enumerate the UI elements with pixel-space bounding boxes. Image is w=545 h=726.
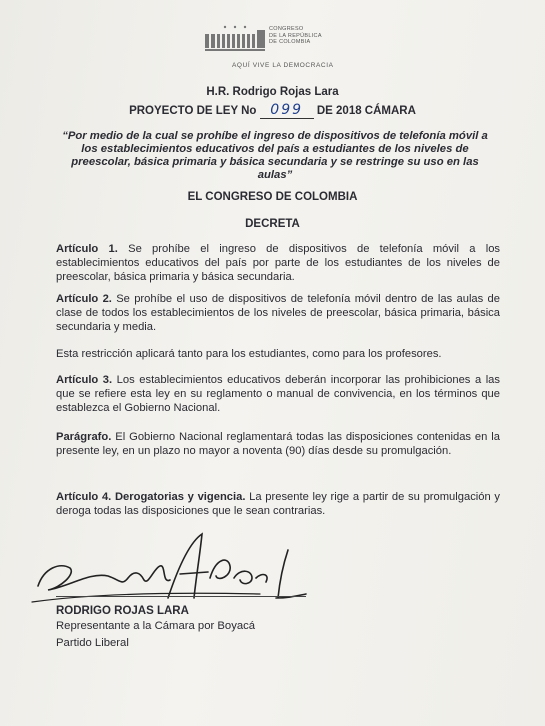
article-text: El Gobierno Nacional reglamentará todas las disposiciones contenidas en la presente ley, en un plazo no mayor a noventa (90) días desde su promulgación. [56,431,500,458]
article-label: Parágrafo. [56,431,112,443]
article-text: Esta restricción aplicará tanto para los estudiantes, como para los profesores. [56,348,442,360]
signer-party: Partido Liberal [56,637,129,649]
article-label: Artículo 4. Derogatorias y vigencia. [56,491,246,503]
bill-number: 099 [260,102,314,119]
capitol-columns-icon [205,24,267,52]
decreta-heading: DECRETA [245,218,300,230]
bill-suffix: DE 2018 CÁMARA [316,105,416,117]
paragrafo [56,430,500,458]
article-label: Artículo 2. [56,293,112,305]
article-text: Se prohíbe el uso de dispositivos de telefonía móvil dentro de las aulas de clase de todos los establecimientos de los niveles de preescolar, básica primaria, básica secundaria y media. [56,293,500,334]
author-heading: H.R. Rodrigo Rojas Lara [206,86,339,98]
article-1 [56,242,500,285]
article-label: Artículo 3. [56,374,113,386]
signer-role: Representante a la Cámara por Boyacá [56,620,256,632]
article-2 [56,292,500,335]
logo-text [269,26,339,46]
logo-tagline: AQUÍ VIVE LA DEMOCRACIA [232,62,334,69]
bill-prefix: PROYECTO DE LEY No [129,105,257,117]
logo-line: DE COLOMBIA [269,39,311,45]
bill-title: “Por medio de la cual se prohíbe el ingreso de dispositivos de telefonía móvil a los establecimientos educativos del país a estudiantes de los niveles de preescolar, básica primaria y básica secundaria y se restringe su uso en las aulas” [62,130,488,181]
logo-line: DE LA REPÚBLICA [269,32,322,39]
article-text: Los establecimientos educativos deberán incorporar las prohibiciones a las que se refiere esta ley en su reglamento o manual de convivencia, en los términos que establezca el Gobierno Nacional. [56,374,501,415]
logo-line: CONGRESO [269,26,304,32]
congress-heading: EL CONGRESO DE COLOMBIA [187,191,358,203]
article-3 [56,373,500,416]
signature-line [56,596,306,597]
congress-logo [205,18,340,66]
article-label: Artículo 1. [56,243,118,255]
bill-heading [0,102,545,119]
signer-name: RODRIGO ROJAS LARA [56,605,189,617]
restriction-note [56,347,500,361]
article-4 [56,490,500,518]
article-text: La presente ley rige a partir de su promulgación y deroga todas las disposiciones que le sean contrarias. [56,491,501,518]
article-text: Se prohíbe el ingreso de dispositivos de telefonía móvil a los establecimientos educativos del país por parte de los estudiantes de los niveles de preescolar, básica primaria y básica secundaria. [56,243,501,284]
